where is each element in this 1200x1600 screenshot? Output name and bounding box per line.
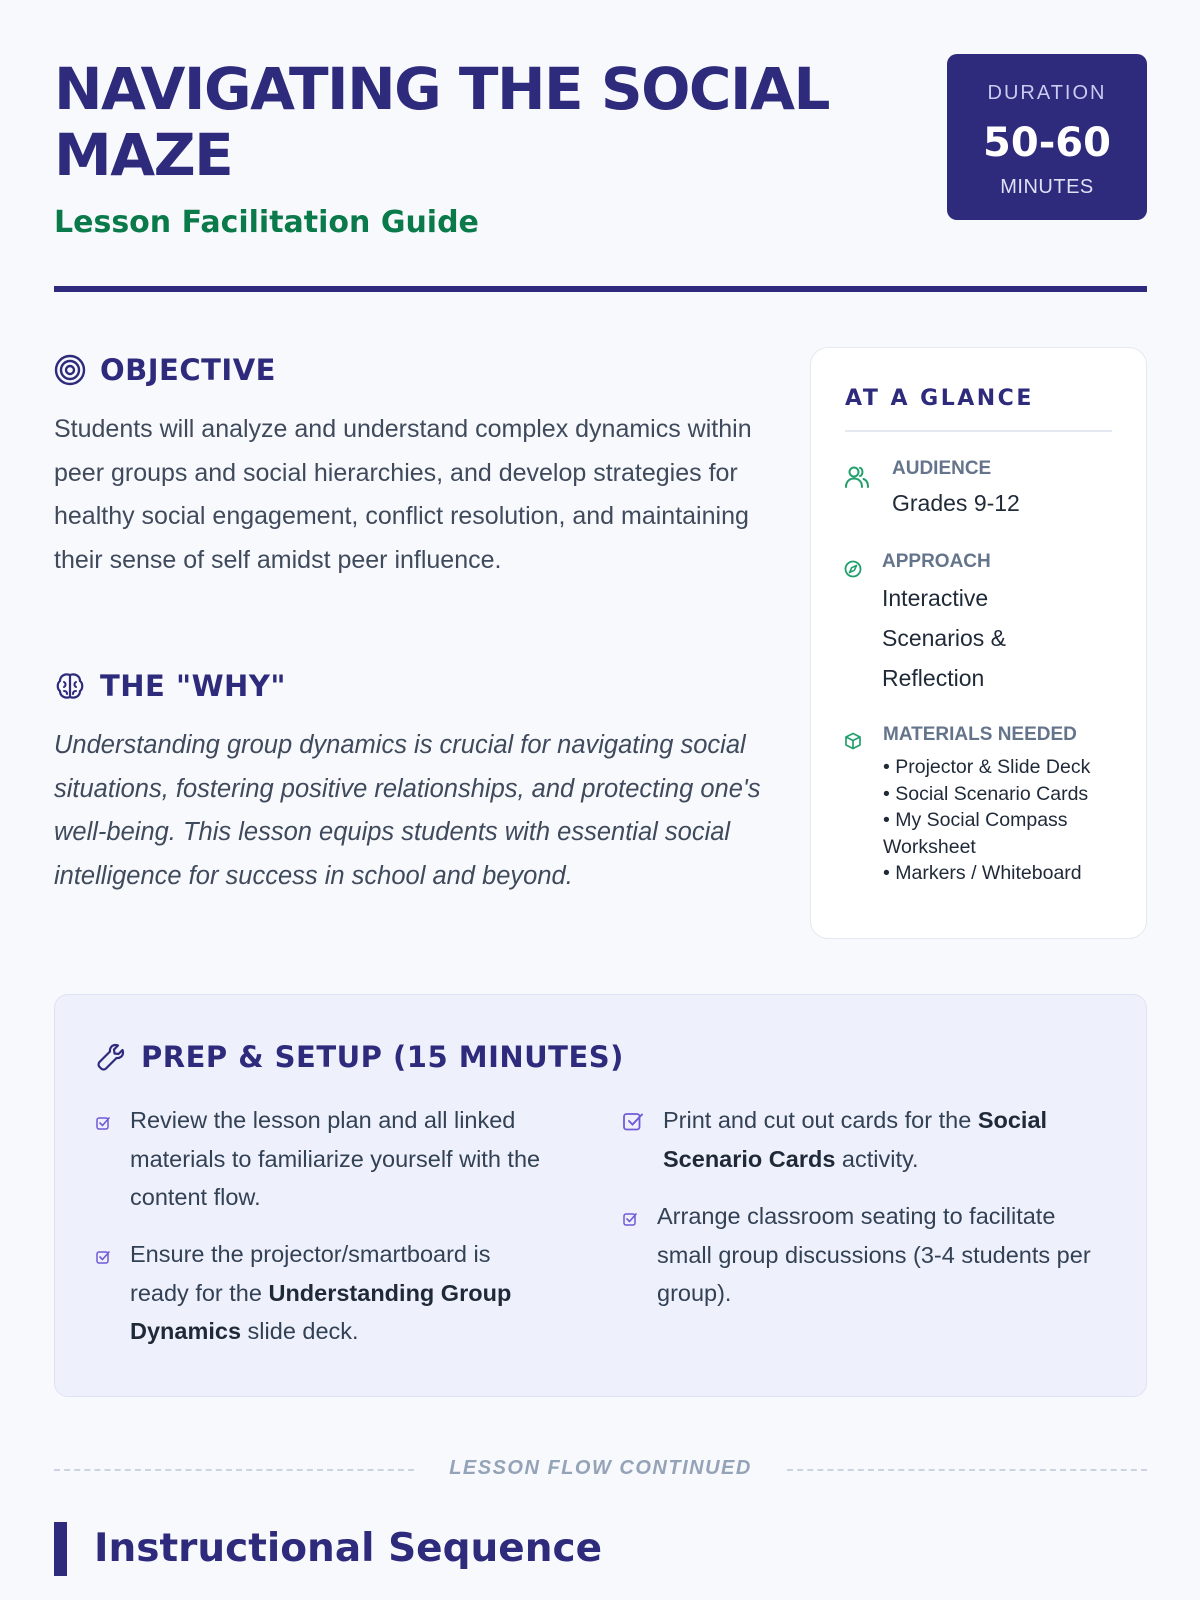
prep-item-text: Arrange classroom seating to facilitate small group discussions (3-4 students per group).	[657, 1203, 1091, 1306]
prep-item-text: Ensure the projector/smartboard is ready for the	[130, 1241, 491, 1306]
materials-item: • Social Scenario Cards	[883, 782, 1089, 805]
glance-divider	[845, 430, 1112, 432]
header-divider	[54, 286, 1147, 292]
prep-item-bold: Social Scenario Cards	[663, 1107, 1048, 1172]
audience-value: Grades 9-12	[892, 490, 1020, 516]
box-icon	[844, 732, 862, 750]
materials-item: • My Social Compass Worksheet	[883, 809, 1068, 858]
prep-item-text-end: slide deck.	[241, 1318, 359, 1344]
prep-item-bold: Understanding Group Dynamics	[130, 1279, 512, 1344]
check-square-icon	[622, 1211, 638, 1227]
at-a-glance-card	[810, 347, 1147, 939]
prep-item-text-end: activity.	[835, 1145, 919, 1172]
approach-label: APPROACH	[882, 551, 991, 572]
wrench-icon	[95, 1041, 127, 1073]
duration-label: DURATION	[987, 82, 1107, 104]
prep-item-text: Review the lesson plan and all linked materials to familiarize yourself with the content flow.	[130, 1107, 541, 1210]
objective-heading	[54, 350, 276, 390]
why-heading	[54, 666, 286, 706]
check-square-icon	[622, 1110, 644, 1132]
why-title: THE "WHY"	[100, 669, 286, 703]
page-subtitle: Lesson Facilitation Guide	[54, 205, 479, 240]
prep-item-text: Print and cut out cards for the	[663, 1107, 978, 1133]
section-accent-bar	[54, 1522, 67, 1576]
materials-item: • Markers / Whiteboard	[883, 862, 1082, 884]
prep-title: PREP & SETUP (15 MINUTES)	[141, 1040, 624, 1074]
target-icon	[54, 354, 86, 386]
compass-icon	[844, 560, 862, 578]
objective-title: OBJECTIVE	[100, 353, 276, 387]
brain-icon	[54, 670, 86, 702]
prep-heading	[95, 1037, 624, 1077]
instructional-sequence-title: Instructional Sequence	[94, 1526, 603, 1571]
lesson-guide-page	[54, 0, 1147, 1600]
page-title: NAVIGATING THE SOCIAL MAZE	[54, 55, 829, 189]
check-square-icon	[95, 1249, 111, 1265]
users-icon	[844, 464, 870, 490]
why-text: Understanding group dynamics is crucial for navigating social situations, fostering positive relationships, and protecting one's well-being. This lesson equips students with essential social intelligence for success in school and beyond.	[54, 731, 761, 890]
divider-label: LESSON FLOW CONTINUED	[449, 1457, 752, 1479]
materials-list	[883, 754, 1133, 887]
divider-dash-right	[787, 1469, 1147, 1471]
duration-value: 50-60	[983, 120, 1111, 166]
duration-badge	[947, 54, 1147, 220]
prep-setup-box	[54, 994, 1147, 1397]
audience-label: AUDIENCE	[892, 458, 992, 479]
objective-text: Students will analyze and understand complex dynamics within peer groups and social hierarchies, and develop strategies for healthy social engagement, conflict resolution, and maintaining their sense of self amidst peer influence.	[54, 415, 752, 574]
materials-item: • Projector & Slide Deck	[883, 756, 1091, 778]
duration-unit: MINUTES	[1000, 176, 1094, 198]
materials-label: MATERIALS NEEDED	[883, 724, 1077, 745]
check-square-icon	[95, 1115, 111, 1131]
approach-value: Interactive Scenarios & Reflection	[882, 585, 1007, 691]
glance-title: AT A GLANCE	[845, 386, 1034, 411]
lesson-flow-divider	[54, 1455, 1147, 1485]
